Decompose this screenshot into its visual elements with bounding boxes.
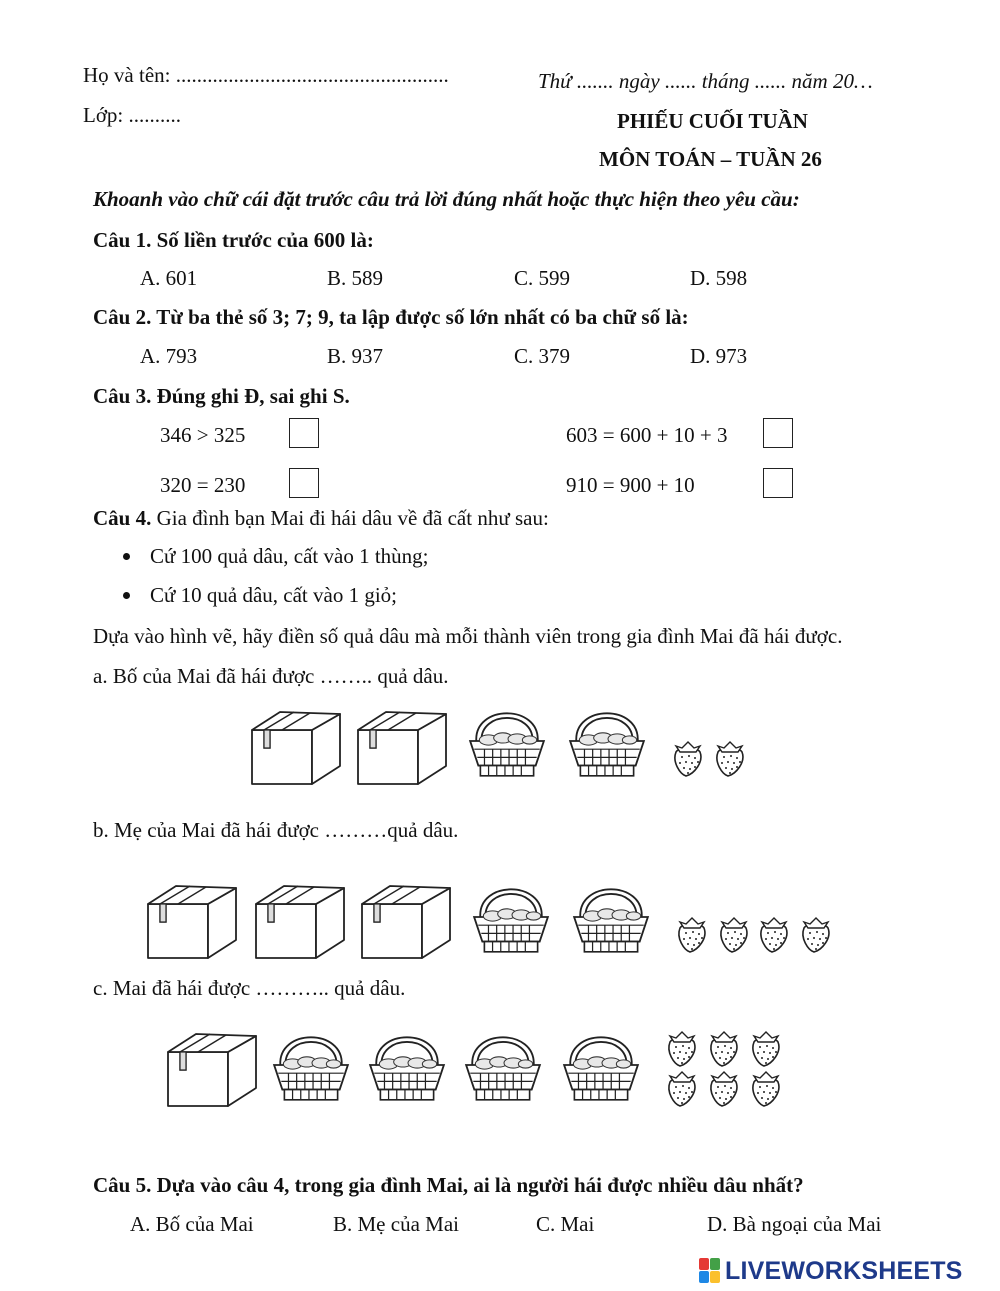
q3-answer-box-2[interactable]	[763, 418, 793, 448]
basket-icon	[466, 698, 548, 784]
strawberry-icon	[674, 916, 710, 954]
strawberry-icon	[798, 916, 834, 954]
q3-item-3: 320 = 230	[160, 473, 246, 497]
liveworksheets-logo-icon	[699, 1258, 721, 1284]
q1-option-c[interactable]: C. 599	[514, 266, 571, 290]
q3-question: Câu 3. Đúng ghi Đ, sai ghi S.	[93, 384, 350, 408]
strawberry-icon	[756, 916, 792, 954]
q5-option-a[interactable]: A. Bố của Mai	[130, 1212, 254, 1236]
basket-icon	[270, 1022, 352, 1108]
q4-label: Câu 4.	[93, 506, 152, 530]
strawberry-icon	[670, 740, 706, 778]
q4-part-a: a. Bố của Mai đã hái được …….. quả dâu.	[93, 664, 449, 688]
strawberry-icon	[748, 1070, 784, 1108]
box-icon	[356, 708, 448, 786]
q3-answer-box-3[interactable]	[289, 468, 319, 498]
q2-option-a[interactable]: A. 793	[140, 344, 198, 368]
q5-option-c[interactable]: C. Mai	[536, 1212, 595, 1236]
q3-item-1: 346 > 325	[160, 423, 246, 447]
logo-square-red	[699, 1258, 709, 1270]
box-icon	[146, 882, 238, 960]
q5-option-d[interactable]: D. Bà ngoại của Mai	[707, 1212, 882, 1236]
q2-option-d[interactable]: D. 973	[690, 344, 748, 368]
q1-question: Câu 1. Số liền trước của 600 là:	[93, 228, 374, 252]
class-field-label: Lớp: ..........	[83, 103, 182, 127]
liveworksheets-logo[interactable]	[699, 1256, 963, 1286]
box-icon	[250, 708, 342, 786]
liveworksheets-logo-text: LIVEWORKSHEETS	[725, 1256, 963, 1285]
q5-option-b[interactable]: B. Mẹ của Mai	[333, 1212, 459, 1236]
q4-prompt: Dựa vào hình vẽ, hãy điền số quả dâu mà mỗi thành viên trong gia đình Mai đã hái được.	[93, 624, 843, 648]
q2-option-b[interactable]: B. 937	[327, 344, 384, 368]
worksheet-subtitle: MÔN TOÁN – TUẦN 26	[599, 147, 822, 171]
q4-intro	[93, 505, 549, 531]
q4-bullet-1: Cứ 100 quả dâu, cất vào 1 thùng;	[150, 544, 429, 568]
q3-answer-box-4[interactable]	[763, 468, 793, 498]
logo-square-yellow	[710, 1271, 720, 1283]
q3-item-4: 910 = 900 + 10	[566, 473, 695, 497]
instruction: Khoanh vào chữ cái đặt trước câu trả lời đúng nhất hoặc thực hiện theo yêu cầu:	[93, 187, 800, 211]
q2-question: Câu 2. Từ ba thẻ số 3; 7; 9, ta lập được số lớn nhất có ba chữ số là:	[93, 305, 689, 329]
q4-intro-text: Gia đình bạn Mai đi hái dâu về đã cất như sau:	[151, 506, 549, 530]
worksheet-title: PHIẾU CUỐI TUẦN	[617, 109, 808, 133]
logo-square-blue	[699, 1271, 709, 1283]
q1-option-b[interactable]: B. 589	[327, 266, 384, 290]
strawberry-icon	[706, 1030, 742, 1068]
strawberry-icon	[664, 1030, 700, 1068]
strawberry-icon	[712, 740, 748, 778]
q3-item-2: 603 = 600 + 10 + 3	[566, 423, 728, 447]
name-field-label: Họ và tên: ....................................................	[83, 63, 449, 87]
box-icon	[166, 1030, 258, 1108]
q4-part-c: c. Mai đã hái được ……….. quả dâu.	[93, 976, 406, 1000]
q1-option-a[interactable]: A. 601	[140, 266, 198, 290]
date-line: Thứ ....... ngày ...... tháng ...... năm 20…	[538, 69, 873, 93]
basket-icon	[366, 1022, 448, 1108]
basket-icon	[560, 1022, 642, 1108]
basket-icon	[566, 698, 648, 784]
basket-icon	[470, 874, 552, 960]
box-icon	[254, 882, 346, 960]
bullet-icon	[123, 592, 130, 599]
logo-square-green	[710, 1258, 720, 1270]
q2-option-c[interactable]: C. 379	[514, 344, 571, 368]
strawberry-icon	[706, 1070, 742, 1108]
strawberry-icon	[748, 1030, 784, 1068]
q4-bullet-2: Cứ 10 quả dâu, cất vào 1 giỏ;	[150, 583, 397, 607]
q3-answer-box-1[interactable]	[289, 418, 319, 448]
strawberry-icon	[664, 1070, 700, 1108]
q4-part-b: b. Mẹ của Mai đã hái được ………quả dâu.	[93, 818, 459, 842]
q1-option-d[interactable]: D. 598	[690, 266, 748, 290]
basket-icon	[570, 874, 652, 960]
q5-question: Câu 5. Dựa vào câu 4, trong gia đình Mai, ai là người hái được nhiều dâu nhất?	[93, 1173, 804, 1197]
strawberry-icon	[716, 916, 752, 954]
bullet-icon	[123, 553, 130, 560]
basket-icon	[462, 1022, 544, 1108]
box-icon	[360, 882, 452, 960]
